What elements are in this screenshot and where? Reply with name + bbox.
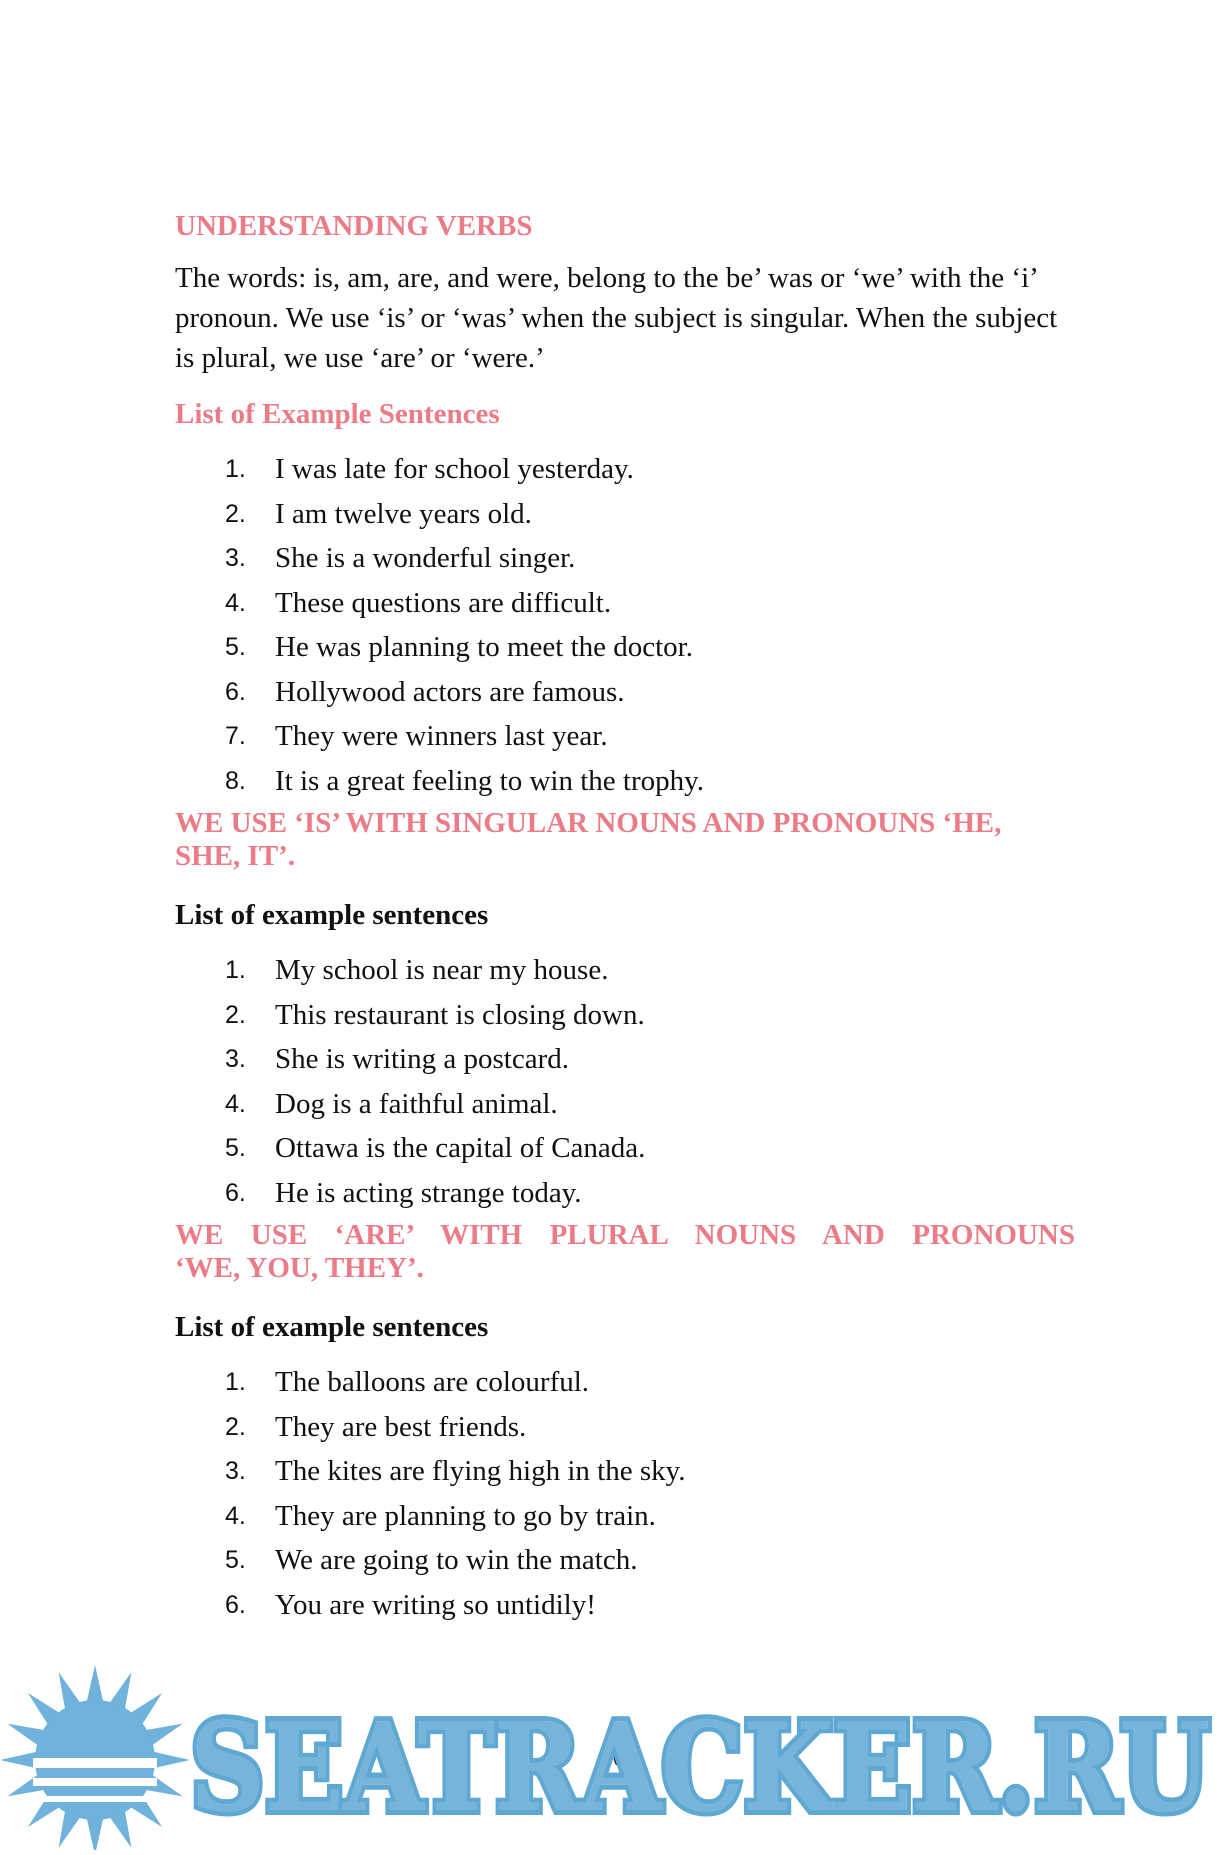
- list-item-number: 6.: [225, 1590, 246, 1619]
- section-title-line-2: ‘WE, YOU, THEY’.: [175, 1252, 424, 1284]
- list-item: [225, 948, 1075, 993]
- list-item-text: The balloons are colourful.: [275, 1366, 590, 1398]
- list-item-text: It is a great feeling to win the trophy.: [275, 764, 704, 797]
- list-item-text: These questions are difficult.: [275, 586, 612, 619]
- list-heading-example-sentences: List of example sentences: [175, 1311, 489, 1343]
- list-item-number: 3.: [225, 1457, 246, 1485]
- list-item-text: Dog is a faithful animal.: [275, 1087, 558, 1120]
- list-item-number: 6.: [225, 1178, 246, 1207]
- list-item: [225, 625, 1075, 670]
- list-item-number: 1.: [225, 1368, 246, 1396]
- list-item-number: 6.: [225, 677, 246, 706]
- intro-paragraph: The words: is, am, are, and were, belong to the be’ was or ‘we’ with the ‘i’ pronoun. We use ‘is’ or ‘was’ when the subject is singular. When the subject is plural, we use ‘are’ or ‘were.’: [175, 262, 1058, 374]
- list-item-text: They are planning to go by train.: [275, 1499, 656, 1532]
- list-item-number: 2.: [225, 499, 246, 528]
- list-item-number: 1.: [225, 956, 246, 984]
- list-item-number: 3.: [225, 544, 246, 572]
- list-heading-example-sentences: List of example sentences: [175, 899, 489, 931]
- list-item: [225, 447, 1075, 492]
- section-title-are-plural: [175, 1219, 1075, 1285]
- section-title-line-1: WE USE ‘ARE’ WITH PLURAL NOUNS AND PRONOUNS: [175, 1219, 1075, 1251]
- list-item-text: I was late for school yesterday.: [275, 453, 634, 485]
- list-item-number: 3.: [225, 1045, 246, 1073]
- list-item-text: The kites are flying high in the sky.: [275, 1455, 686, 1487]
- list-item: [225, 1405, 1075, 1450]
- list-item-text: They are best friends.: [275, 1410, 527, 1443]
- section-title-line-1: WE USE ‘IS’ WITH SINGULAR NOUNS AND PRONOUNS ‘HE,: [175, 807, 1002, 839]
- list-item: [225, 1126, 1075, 1171]
- list-item-text: This restaurant is closing down.: [275, 998, 645, 1031]
- section-title-understanding-verbs: UNDERSTANDING VERBS: [175, 210, 533, 242]
- list-item-text: She is a wonderful singer.: [275, 542, 576, 574]
- section-title-is-singular: [175, 807, 1075, 873]
- watermark-text-fill: SEATRACKER.RU: [190, 1695, 1210, 1839]
- example-list-2: [175, 948, 1075, 1215]
- list-item-number: 7.: [225, 722, 246, 750]
- list-item-number: 5.: [225, 1134, 246, 1162]
- section-title-line-2: SHE, IT’.: [175, 840, 296, 872]
- list-item-number: 8.: [225, 766, 246, 795]
- list-item-text: He is acting strange today.: [275, 1176, 582, 1209]
- list-item: [225, 536, 1075, 581]
- list-item-text: Hollywood actors are famous.: [275, 675, 625, 708]
- list-item: [225, 1583, 1075, 1628]
- list-item: [225, 759, 1075, 804]
- watermark-text: SEATRACKER.RU: [190, 1695, 1210, 1839]
- list-item-text: I am twelve years old.: [275, 497, 532, 530]
- list-item-text: We are going to win the match.: [275, 1544, 638, 1576]
- list-item-number: 2.: [225, 1000, 246, 1029]
- list-heading-example-sentences: List of Example Sentences: [175, 398, 500, 430]
- example-list-3: [175, 1360, 1075, 1627]
- list-item-text: Ottawa is the capital of Canada.: [275, 1132, 646, 1164]
- watermark: [0, 1660, 1225, 1850]
- list-item-text: They were winners last year.: [275, 720, 608, 752]
- list-item-text: My school is near my house.: [275, 954, 609, 986]
- list-item: [225, 1171, 1075, 1216]
- list-item-number: 4.: [225, 1501, 246, 1530]
- list-item: [225, 1494, 1075, 1539]
- list-item-number: 4.: [225, 588, 246, 617]
- sun-icon: [0, 1665, 190, 1850]
- list-item: [225, 1037, 1075, 1082]
- list-item-number: 1.: [225, 455, 246, 483]
- list-item: [225, 1082, 1075, 1127]
- list-item-number: 5.: [225, 1546, 246, 1574]
- page-number: 10: [597, 1740, 628, 1773]
- list-item: [225, 714, 1075, 759]
- document-page: [175, 210, 1075, 1627]
- list-item: [225, 993, 1075, 1038]
- list-item: [225, 1538, 1075, 1583]
- list-item: [225, 670, 1075, 715]
- list-item: [225, 1449, 1075, 1494]
- list-item-number: 5.: [225, 633, 246, 661]
- list-item-number: 2.: [225, 1412, 246, 1441]
- list-item-text: He was planning to meet the doctor.: [275, 631, 693, 663]
- example-list-1: [175, 447, 1075, 803]
- list-item: [225, 581, 1075, 626]
- list-item: [225, 1360, 1075, 1405]
- list-item: [225, 492, 1075, 537]
- list-item-number: 4.: [225, 1089, 246, 1118]
- list-item-text: She is writing a postcard.: [275, 1043, 569, 1075]
- list-item-text: You are writing so untidily!: [275, 1588, 596, 1621]
